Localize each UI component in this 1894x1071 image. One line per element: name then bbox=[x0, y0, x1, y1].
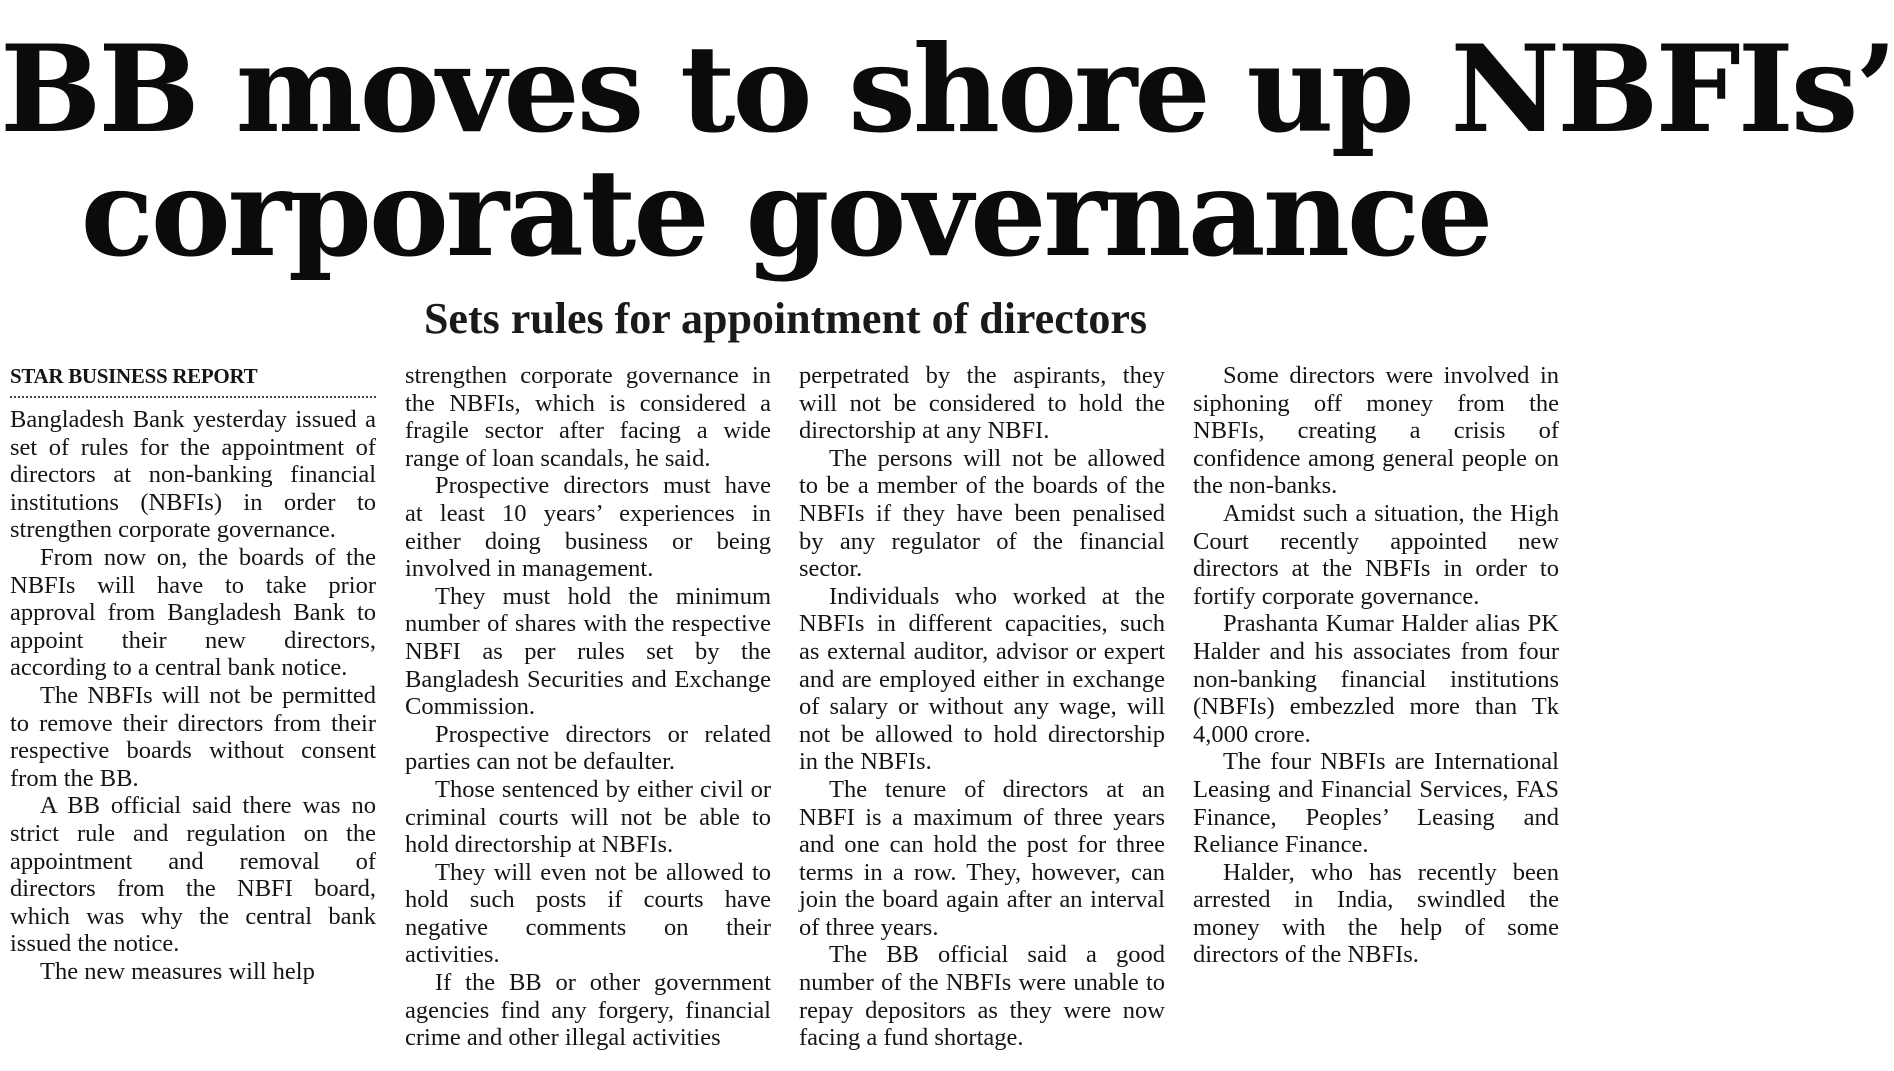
paragraph: They must hold the minimum number of shares with the respective NBFI as per rules set by the Bangladesh Securities and Exchange Commission. bbox=[405, 582, 771, 721]
paragraph: perpetrated by the aspirants, they will not be considered to hold the directorship at any NBFI. bbox=[799, 362, 1165, 445]
paragraph: The BB official said a good number of the NBFIs were unable to repay depositors as they were now facing a fund shortage. bbox=[799, 941, 1165, 1052]
column-4 bbox=[1193, 362, 1559, 969]
paragraph: Some directors were involved in siphoning off money from the NBFIs, creating a crisis of confidence among general people on the non-banks. bbox=[1193, 362, 1559, 500]
paragraph: From now on, the boards of the NBFIs will have to take prior approval from Bangladesh Bank to appoint their new directors, according to a central bank notice. bbox=[10, 543, 376, 682]
paragraph: Those sentenced by either civil or criminal courts will not be able to hold directorship at NBFIs. bbox=[405, 775, 771, 859]
paragraph: If the BB or other government agencies find any forgery, financial crime and other illegal activities bbox=[405, 969, 771, 1052]
paragraph: They will even not be allowed to hold such posts if courts have negative comments on their activities. bbox=[405, 858, 771, 969]
article-body bbox=[10, 362, 1560, 1062]
headline-line-2: corporate governance bbox=[80, 143, 1491, 284]
paragraph: Prospective directors or related parties can not be defaulter. bbox=[405, 720, 771, 776]
column-1 bbox=[10, 362, 376, 985]
paragraph: Prospective directors must have at least 10 years’ experiences in either doing business or being involved in management. bbox=[405, 472, 771, 583]
headline bbox=[0, 19, 1894, 284]
paragraph: strengthen corporate governance in the NBFIs, which is considered a fragile sector after facing a wide range of loan scandals, he said. bbox=[405, 362, 771, 472]
paragraph: Halder, who has recently been arrested in India, swindled the money with the help of some directors of the NBFIs. bbox=[1193, 858, 1559, 969]
subheadline: Sets rules for appointment of directors bbox=[423, 294, 1148, 343]
paragraph: A BB official said there was no strict rule and regulation on the appointment and removal of directors from the NBFI board, which was why the central bank issued the notice. bbox=[10, 792, 376, 958]
paragraph: Amidst such a situation, the High Court recently appointed new directors at the NBFIs in order to fortify corporate governance. bbox=[1193, 499, 1559, 610]
column-2 bbox=[405, 362, 771, 1052]
paragraph: The four NBFIs are International Leasing and Financial Services, FAS Finance, Peoples’ Leasing and Reliance Finance. bbox=[1193, 748, 1559, 859]
headline-line-1: BB moves to shore up NBFIs’ bbox=[0, 19, 1894, 160]
paragraph: The NBFIs will not be permitted to remove their directors from their respective boards without consent from the BB. bbox=[10, 681, 376, 792]
byline: STAR BUSINESS REPORT bbox=[10, 362, 376, 398]
paragraph: The persons will not be allowed to be a member of the boards of the NBFIs if they have been penalised by any regulator of the financial sector. bbox=[799, 444, 1165, 583]
paragraph: The new measures will help bbox=[40, 957, 315, 985]
paragraph: The tenure of directors at an NBFI is a maximum of three years and one can hold the post for three terms in a row. They, however, can join the board again after an interval of three years. bbox=[799, 775, 1165, 941]
paragraph: Bangladesh Bank yesterday issued a set of rules for the appointment of directors at non-banking financial institutions (NBFIs) in order to strengthen corporate governance. bbox=[10, 406, 376, 544]
paragraph: Individuals who worked at the NBFIs in different capacities, such as external auditor, advisor or expert and are employed either in exchange of salary or without any wage, will not be allowed to hold directorship in the NBFIs. bbox=[799, 582, 1165, 776]
column-3 bbox=[799, 362, 1165, 1052]
paragraph: Prashanta Kumar Halder alias PK Halder and his associates from four non-banking financial institutions (NBFIs) embezzled more than Tk 4,000 crore. bbox=[1193, 610, 1559, 748]
